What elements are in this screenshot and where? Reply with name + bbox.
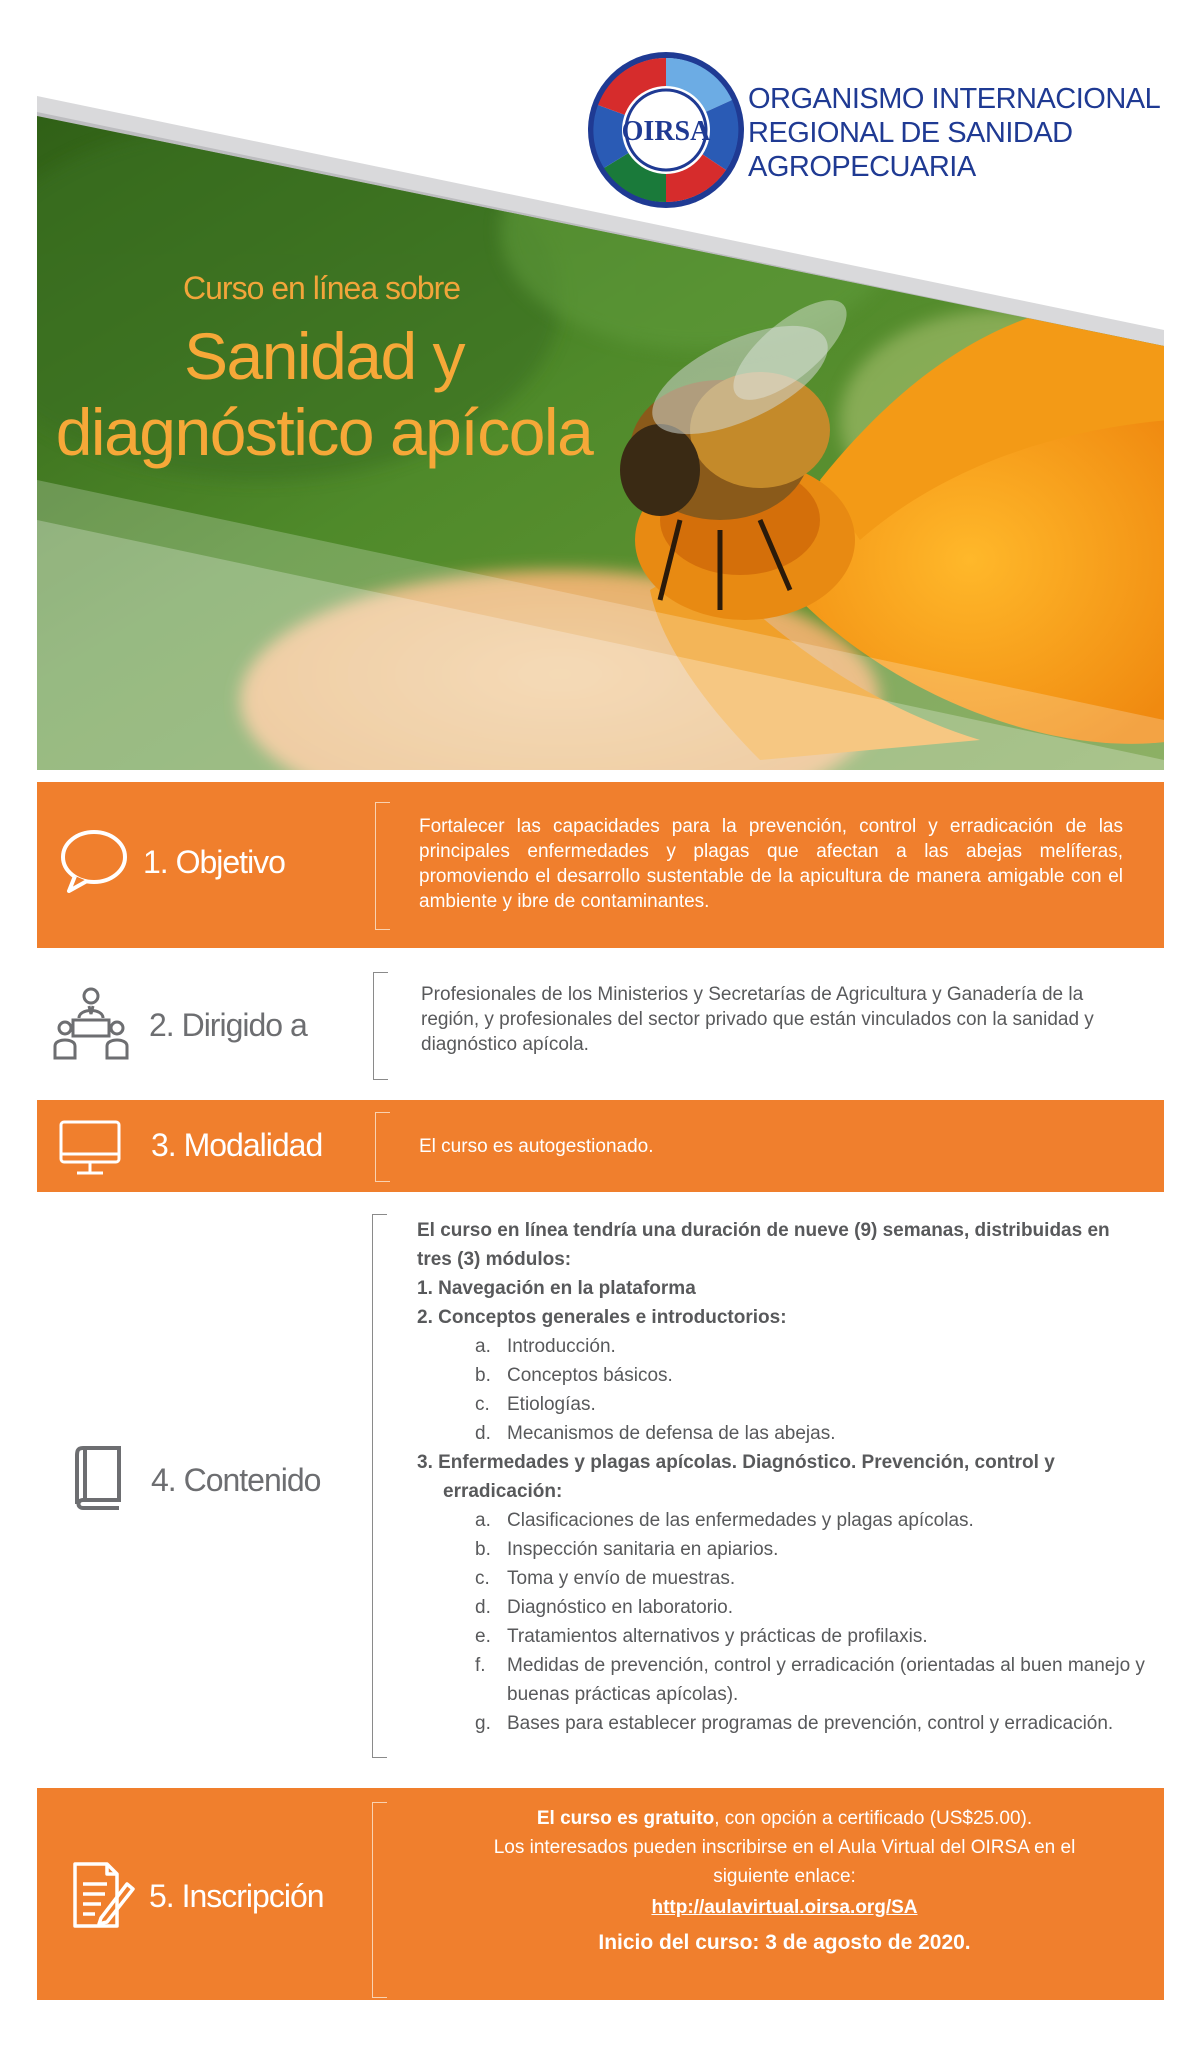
org-name-line: REGIONAL DE SANIDAD xyxy=(748,117,1073,149)
list-marker: b. xyxy=(475,1539,491,1560)
section-label: 1. Objetivo xyxy=(143,844,285,880)
objetivo-text: Fortalecer las capacidades para la prevención, control y erradicación de las principales enfermedades y plagas que afectan a las abejas melíferas, promoviendo el desarrollo sustentable de la apicultura de manera amigable con el ambiente y ibre de contaminantes. xyxy=(419,816,1123,912)
list-text: Tratamientos alternativos y prácticas de profilaxis. xyxy=(507,1626,928,1647)
section-label: 5. Inscripción xyxy=(149,1878,324,1914)
aula-virtual-link[interactable]: http://aulavirtual.oirsa.org/SA xyxy=(651,1897,918,1918)
course-start-date: Inicio del curso: 3 de agosto de 2020. xyxy=(598,1931,971,1954)
list-marker: a. xyxy=(475,1510,491,1531)
speech-bubble-icon xyxy=(59,827,129,895)
module-2: 2. Conceptos generales e introductorios: xyxy=(417,1307,787,1328)
section-dirigido xyxy=(37,956,1164,1086)
list-text: Toma y envío de muestras. xyxy=(507,1568,736,1589)
list-text: Mecanismos de defensa de las abejas. xyxy=(507,1423,836,1444)
inscripcion-info xyxy=(417,1804,1152,1957)
list-text: Inspección sanitaria en apiarios. xyxy=(507,1539,779,1560)
list-item xyxy=(417,1332,1157,1361)
list-marker: g. xyxy=(475,1713,491,1734)
bracket-divider xyxy=(375,802,390,930)
course-title xyxy=(44,318,604,470)
price-line xyxy=(417,1804,1152,1833)
bracket-divider xyxy=(372,1802,387,1998)
bracket-divider xyxy=(375,1112,390,1182)
free-note: El curso es gratuito xyxy=(536,1808,715,1829)
org-name-line: ORGANISMO INTERNACIONAL xyxy=(748,83,1161,115)
bracket-divider xyxy=(372,1214,387,1758)
modalidad-text: El curso es autogestionado. xyxy=(419,1136,654,1157)
contenido-list xyxy=(417,1216,1157,1738)
list-text: Clasificaciones de las enfermedades y plagas apícolas. xyxy=(507,1510,974,1531)
section-inscripcion xyxy=(37,1788,1164,2000)
contenido-intro-cont: tres (3) módulos: xyxy=(417,1249,572,1270)
list-marker: c. xyxy=(475,1568,490,1589)
module-3: 3. Enfermedades y plagas apícolas. Diagnóstico. Prevención, control y xyxy=(417,1452,1055,1473)
meeting-people-icon xyxy=(53,986,129,1062)
signup-instructions-cont: siguiente enlace: xyxy=(713,1866,856,1887)
list-marker: d. xyxy=(475,1423,491,1444)
list-text: Diagnóstico en laboratorio. xyxy=(507,1597,734,1618)
organization-name xyxy=(748,82,1160,184)
list-item xyxy=(417,1390,1157,1419)
list-text: Introducción. xyxy=(507,1336,616,1357)
list-item xyxy=(417,1622,1157,1651)
list-item xyxy=(417,1564,1157,1593)
book-icon xyxy=(73,1446,123,1512)
org-name-line: AGROPECUARIA xyxy=(748,151,976,183)
section-label: 3. Modalidad xyxy=(151,1127,323,1163)
logo-wordmark: OIRSA xyxy=(621,116,711,147)
list-text: Etiologías. xyxy=(507,1394,596,1415)
certificate-note: , con opción a certificado (US$25.00). xyxy=(714,1808,1033,1829)
list-item xyxy=(417,1361,1157,1390)
computer-monitor-icon xyxy=(59,1120,121,1176)
list-text: Bases para establecer programas de prevención, control y erradicación. xyxy=(507,1713,1114,1734)
bracket-divider xyxy=(373,972,388,1080)
list-marker: a. xyxy=(475,1336,491,1357)
list-item xyxy=(417,1593,1157,1622)
section-label: 4. Contenido xyxy=(151,1462,321,1498)
contenido-intro: El curso en línea tendría una duración de nueve (9) semanas, distribuidas en xyxy=(417,1220,1110,1241)
section-contenido xyxy=(37,1206,1164,1766)
course-subtitle: Curso en línea sobre xyxy=(183,270,461,306)
list-marker: e. xyxy=(475,1626,491,1647)
hero-banner xyxy=(0,0,1192,770)
oirsa-logo xyxy=(586,50,746,210)
list-text: Conceptos básicos. xyxy=(507,1365,673,1386)
list-marker: b. xyxy=(475,1365,491,1386)
registration-form-icon xyxy=(71,1862,135,1928)
dirigido-text: Profesionales de los Ministerios y Secretarías de Agricultura y Ganadería de la región, y profesionales del sector privado que están vinculados con la sanidad y diagnóstico apícola. xyxy=(421,984,1094,1055)
list-item xyxy=(417,1419,1157,1448)
list-item xyxy=(417,1709,1157,1738)
module-3-cont: erradicación: xyxy=(443,1481,563,1502)
section-modalidad xyxy=(37,1100,1164,1192)
course-title-line2: diagnóstico apícola xyxy=(55,395,593,469)
list-item xyxy=(417,1651,1157,1709)
list-item xyxy=(417,1535,1157,1564)
list-marker: c. xyxy=(475,1394,490,1415)
section-label: 2. Dirigido a xyxy=(149,1007,307,1043)
list-item xyxy=(417,1506,1157,1535)
module-1: 1. Navegación en la plataforma xyxy=(417,1278,696,1299)
list-marker: f. xyxy=(475,1655,486,1676)
signup-instructions: Los interesados pueden inscribirse en el Aula Virtual del OIRSA en el xyxy=(493,1837,1076,1858)
list-marker: d. xyxy=(475,1597,491,1618)
course-title-line1: Sanidad y xyxy=(183,319,465,393)
list-text: Medidas de prevención, control y erradicación (orientadas al buen manejo y buenas prácticas apícolas). xyxy=(507,1655,1145,1705)
section-objetivo xyxy=(37,782,1164,948)
